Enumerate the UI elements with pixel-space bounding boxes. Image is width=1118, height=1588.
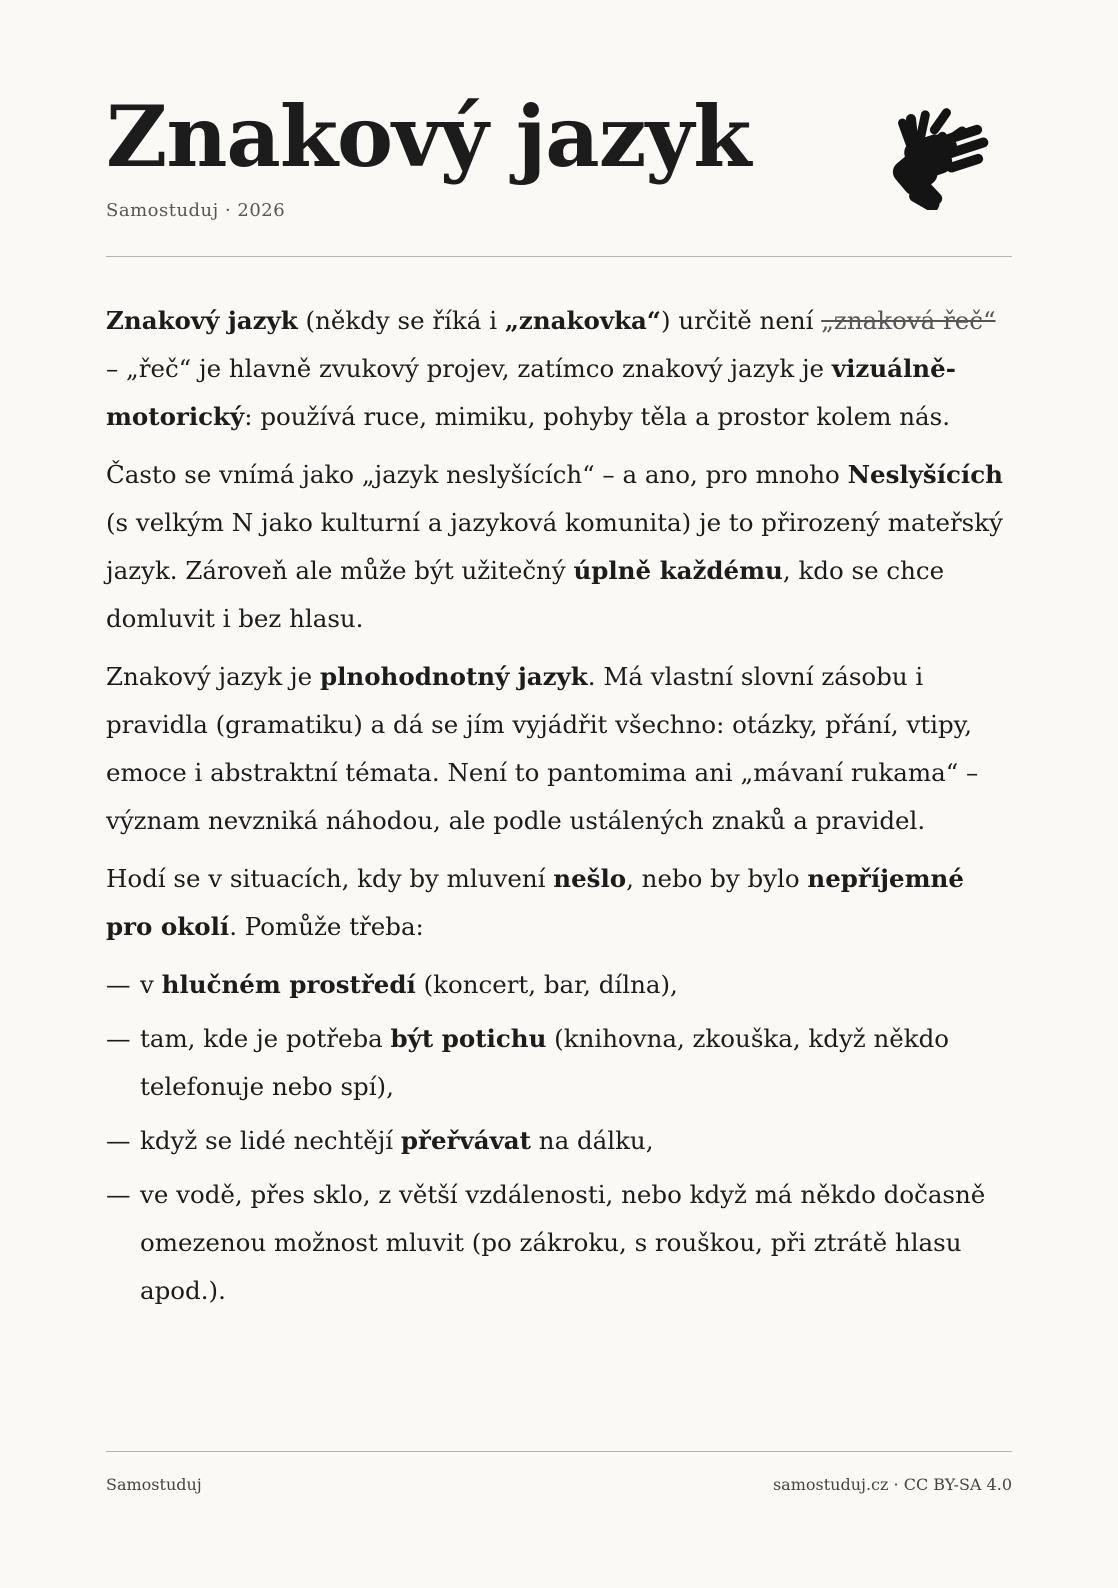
- text-bold: plnohodnotný jazyk: [319, 662, 588, 691]
- footer-brand: Samostuduj: [106, 1475, 202, 1494]
- paragraph-2: [106, 451, 1012, 643]
- text-bold: nepříjemné pro okolí: [106, 864, 964, 941]
- page-title: Znakový jazyk: [106, 87, 751, 186]
- text: na dálku,: [531, 1126, 654, 1155]
- text: . Pomůže třeba:: [229, 912, 424, 941]
- text: když se lidé nechtějí: [140, 1126, 401, 1155]
- list-item: [106, 1117, 1012, 1165]
- text-bold: vizuálně-motorický: [106, 354, 956, 431]
- list-item: [106, 1171, 1012, 1315]
- text: ) určitě není: [661, 306, 822, 335]
- text: (někdy se říká i: [297, 306, 505, 335]
- paragraph-1: [106, 297, 1012, 441]
- list-dash: —: [106, 1126, 131, 1155]
- situations-list: [106, 961, 1012, 1315]
- text-bold: hlučném prostředí: [161, 970, 416, 999]
- text: . Má vlastní slovní zásobu i pravidla (gramatiku) a dá se jím vyjádřit všechno: otázky, přání, vtipy, emoce i abstraktní témata. Není to pantomima ani „mávaní rukama“ – význam nevzniká náhodou, ale podle ustálených znaků a pravidel.: [106, 662, 979, 835]
- text: , nebo by bylo: [626, 864, 808, 893]
- text-bold: „znakovka“: [504, 306, 662, 335]
- text: Hodí se v situacích, kdy by mluvení: [106, 864, 554, 893]
- list-dash: —: [106, 970, 131, 999]
- text: Znakový jazyk je: [106, 662, 320, 691]
- text-bold: nešlo: [553, 864, 627, 893]
- text-bold: být potichu: [390, 1024, 547, 1053]
- paragraph-4: [106, 855, 1012, 951]
- page-subtitle: Samostuduj · 2026: [106, 200, 286, 221]
- header-divider: [106, 256, 1012, 257]
- footer-divider: [106, 1451, 1012, 1452]
- text: Často se vnímá jako „jazyk neslyšících“ – a ano, pro mnoho: [106, 460, 848, 489]
- text-bold: Znakový jazyk: [106, 306, 298, 335]
- text-bold: úplně každému: [573, 556, 783, 585]
- text: : používá ruce, mimiku, pohyby těla a prostor kolem nás.: [244, 402, 950, 431]
- sign-language-hands-icon: [876, 104, 1008, 210]
- text: ve vodě, přes sklo, z větší vzdálenosti, nebo když má někdo dočasně omezenou možnost mluvit (po zákroku, s rouškou, při ztrátě hlasu apod.).: [140, 1180, 986, 1305]
- footer-license: samostuduj.cz · CC BY-SA 4.0: [772, 1475, 1012, 1494]
- text: tam, kde je potřeba: [140, 1024, 391, 1053]
- list-item: [106, 961, 1012, 1009]
- article-body: [106, 297, 1012, 1321]
- text: (s velkým N jako kulturní a jazyková komunita) je to přirozený mateřský jazyk. Zároveň ale může být užitečný: [106, 508, 1003, 585]
- page: [106, 0, 1012, 1588]
- list-item: [106, 1015, 1012, 1111]
- text-bold: Neslyšících: [847, 460, 1003, 489]
- text: (koncert, bar, dílna),: [415, 970, 678, 999]
- text-strikethrough: „znaková řeč“: [821, 306, 996, 335]
- text: (knihovna, zkouška, když někdo telefonuje nebo spí),: [140, 1024, 950, 1101]
- text: , kdo se chce domluvit i bez hlasu.: [106, 556, 945, 633]
- list-dash: —: [106, 1024, 131, 1053]
- text-bold: přeřvávat: [400, 1126, 531, 1155]
- text: – „řeč“ je hlavně zvukový projev, zatímco znakový jazyk je: [106, 354, 832, 383]
- list-dash: —: [106, 1180, 131, 1209]
- paragraph-3: [106, 653, 1012, 845]
- text: v: [140, 970, 162, 999]
